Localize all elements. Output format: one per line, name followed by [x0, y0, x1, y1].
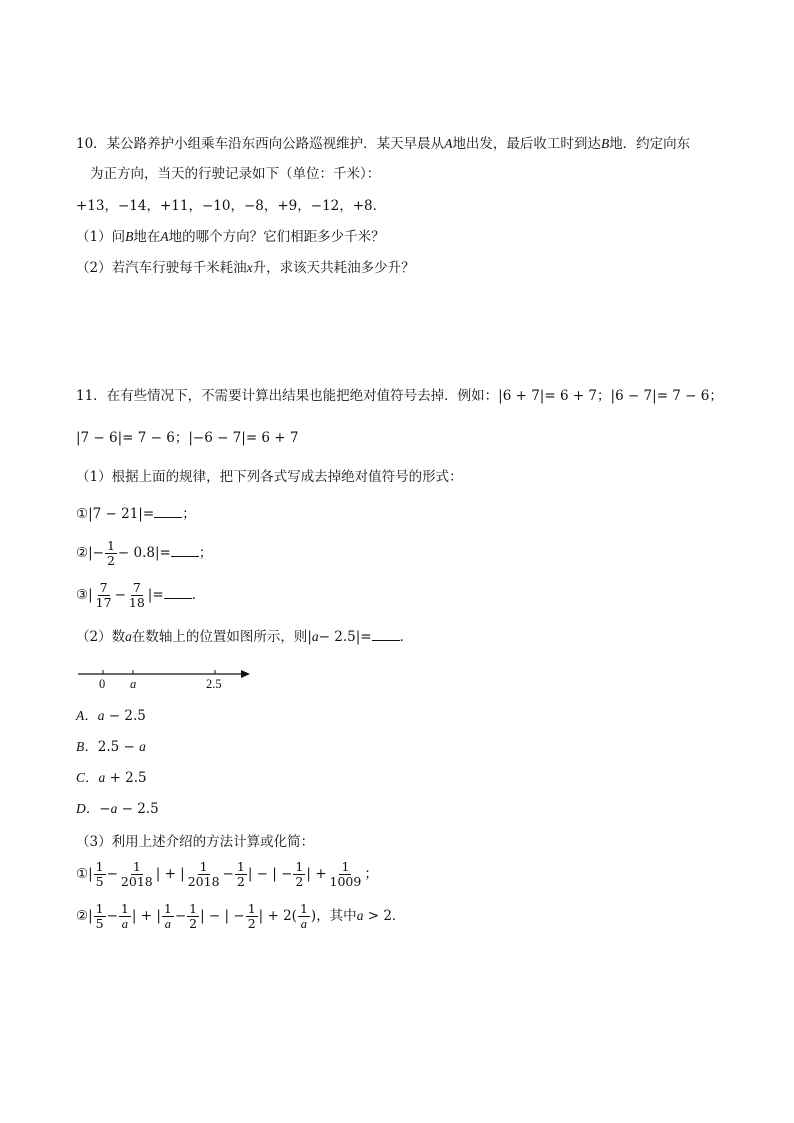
numerator: 1 — [106, 538, 115, 553]
q11-sub3: （3）利用上述介绍的方法计算或化简： — [76, 834, 315, 850]
numerator: 1 — [189, 901, 198, 916]
denominator: 5 — [95, 916, 104, 931]
expr: | + 2( — [258, 908, 297, 924]
expr: | + | — [155, 866, 185, 882]
q10-text: 地的哪个方向？它们相距多少千米？ — [168, 229, 385, 245]
fraction — [298, 902, 310, 931]
q11-item1 — [76, 503, 196, 524]
answer-blank[interactable] — [171, 542, 199, 557]
fraction — [94, 902, 106, 931]
denominator: 2 — [295, 874, 304, 889]
expr: − 0.8|= — [117, 545, 171, 561]
label-2.5: 2.5 — [206, 677, 222, 690]
option-text: + 2.5 — [109, 770, 147, 786]
numerator: 1 — [295, 859, 304, 874]
option-label: B． — [76, 739, 98, 754]
expr: − — [222, 866, 234, 882]
q10-sub2 — [76, 258, 415, 278]
var-a: a — [356, 908, 364, 923]
q10-record: +13，−14，+11，−10，−8，+9，−12，+8． — [76, 198, 387, 214]
numerator: 1 — [247, 901, 256, 916]
option-A[interactable] — [76, 706, 146, 726]
fraction — [162, 902, 174, 931]
denominator: a — [300, 917, 308, 931]
answer-blank[interactable] — [154, 503, 182, 518]
axis-arrow-icon — [241, 670, 250, 678]
answer-blank[interactable] — [164, 584, 192, 599]
fraction — [119, 902, 131, 931]
numerator: 1 — [341, 859, 350, 874]
option-text: − 2.5 — [121, 801, 159, 817]
expr: | − | − — [247, 866, 293, 882]
calc-2 — [76, 900, 405, 932]
denominator: 17 — [95, 595, 112, 610]
fraction — [94, 581, 114, 610]
option-B[interactable] — [76, 737, 146, 757]
numerator: 1 — [95, 859, 104, 874]
punct: ． — [399, 629, 414, 645]
fraction — [246, 902, 258, 931]
number-line — [76, 662, 256, 690]
var-a: a — [139, 739, 146, 754]
numerator: 7 — [99, 580, 108, 595]
expr: ②|− — [76, 545, 104, 561]
expr: ①| — [76, 866, 93, 882]
fraction — [187, 902, 199, 931]
punct: ； — [182, 506, 196, 522]
denominator: 1009 — [329, 874, 362, 889]
denominator: a — [121, 917, 129, 931]
var-A: A — [160, 229, 169, 244]
q10-text: 10．某公路养护小组乘车沿东西向公路巡视维护．某天早晨从 — [76, 136, 445, 152]
fraction — [328, 860, 364, 889]
expr: |= — [147, 587, 164, 603]
numerator: 1 — [120, 901, 129, 916]
q11-text: − 2.5|= — [318, 629, 372, 645]
denominator: 18 — [128, 595, 145, 610]
var-x: x — [246, 260, 253, 275]
punct: ； — [198, 545, 213, 561]
q10-line2: 为正方向，当天的行驶记录如下（单位：千米）： — [90, 166, 381, 182]
calc-1 — [76, 858, 378, 890]
numerator: 1 — [132, 859, 141, 874]
fraction — [94, 860, 106, 889]
expr: | − | − — [200, 908, 245, 924]
expr: ②| — [76, 908, 93, 924]
q11-sub2 — [76, 626, 413, 647]
denominator: 2 — [189, 916, 198, 931]
numerator: 1 — [299, 901, 308, 916]
option-label: D． — [76, 801, 100, 816]
denominator: 2 — [106, 553, 115, 568]
denominator: 2018 — [187, 874, 220, 889]
q11-text: 在数轴上的位置如图所示，则| — [131, 629, 312, 645]
q11-text: ，其中 — [316, 908, 357, 924]
denominator: 5 — [95, 874, 104, 889]
numerator: 1 — [163, 901, 172, 916]
fraction — [119, 860, 155, 889]
q10-text: 地出发，最后收工时到达 — [452, 136, 601, 152]
denominator: 2 — [236, 874, 245, 889]
q10-line1 — [76, 134, 690, 154]
q10-sub1 — [76, 227, 385, 247]
var-a: a — [311, 629, 319, 644]
label-0: 0 — [99, 677, 106, 690]
answer-blank[interactable] — [372, 626, 400, 641]
numerator: 1 — [199, 859, 208, 874]
numerator: 7 — [132, 580, 141, 595]
var-a: a — [98, 770, 106, 785]
option-text: 2.5 − — [97, 739, 135, 755]
q11-line2: |7 − 6|= 7 − 6；|−6 − 7|= 6 + 7 — [76, 430, 299, 446]
q11-item2 — [76, 538, 212, 568]
q10-text: 地．约定向东 — [609, 136, 691, 152]
q11-item3 — [76, 580, 205, 610]
var-A: A — [444, 136, 453, 151]
fraction — [293, 860, 305, 889]
option-label: C． — [76, 770, 99, 785]
numerator: 1 — [236, 859, 245, 874]
expr: − — [114, 587, 126, 603]
option-text: − — [99, 801, 111, 817]
option-label: A． — [76, 708, 98, 723]
var-a: a — [125, 629, 132, 644]
expr: ) — [310, 908, 317, 924]
q11-text: （2）数 — [76, 629, 126, 645]
expr: − — [106, 908, 118, 924]
q10-text: 升，求该天共耗油多少升？ — [252, 260, 415, 276]
q11-sub1: （1）根据上面的规律，把下列各式写成去掉绝对值符号的形式： — [76, 469, 463, 485]
denominator: 2018 — [120, 874, 153, 889]
fraction — [235, 860, 247, 889]
fraction — [127, 581, 147, 610]
expr: ③| — [76, 587, 93, 603]
q10-text: （2）若汽车行驶每千米耗油 — [76, 260, 247, 276]
expr: ①|7 − 21|= — [76, 506, 155, 522]
fraction — [186, 860, 222, 889]
var-a: a — [110, 801, 118, 816]
expr: − — [174, 908, 187, 924]
condition: > 2． — [367, 908, 406, 924]
numerator: 1 — [95, 901, 104, 916]
expr: | + — [306, 866, 327, 882]
fraction — [105, 539, 117, 568]
denominator: a — [164, 917, 171, 931]
expr: − — [106, 866, 118, 882]
q10-text: （1）问 — [76, 229, 126, 245]
punct: ． — [191, 587, 206, 603]
var-B: B — [125, 229, 134, 244]
var-a: a — [97, 708, 105, 723]
var-B: B — [600, 136, 610, 151]
option-C[interactable] — [76, 768, 147, 788]
option-D[interactable] — [76, 799, 159, 819]
denominator: 2 — [247, 916, 256, 931]
q11-line1: 11．在有些情况下，不需要计算出结果也能把绝对值符号去掉．例如：|6 + 7|= 6 + 7；|6 − 7|= 7 − 6； — [76, 388, 723, 404]
punct: ； — [364, 866, 378, 882]
q10-text: 地在 — [133, 229, 161, 245]
label-a: a — [130, 677, 137, 690]
expr: | + | — [131, 908, 161, 924]
option-text: − 2.5 — [108, 708, 146, 724]
